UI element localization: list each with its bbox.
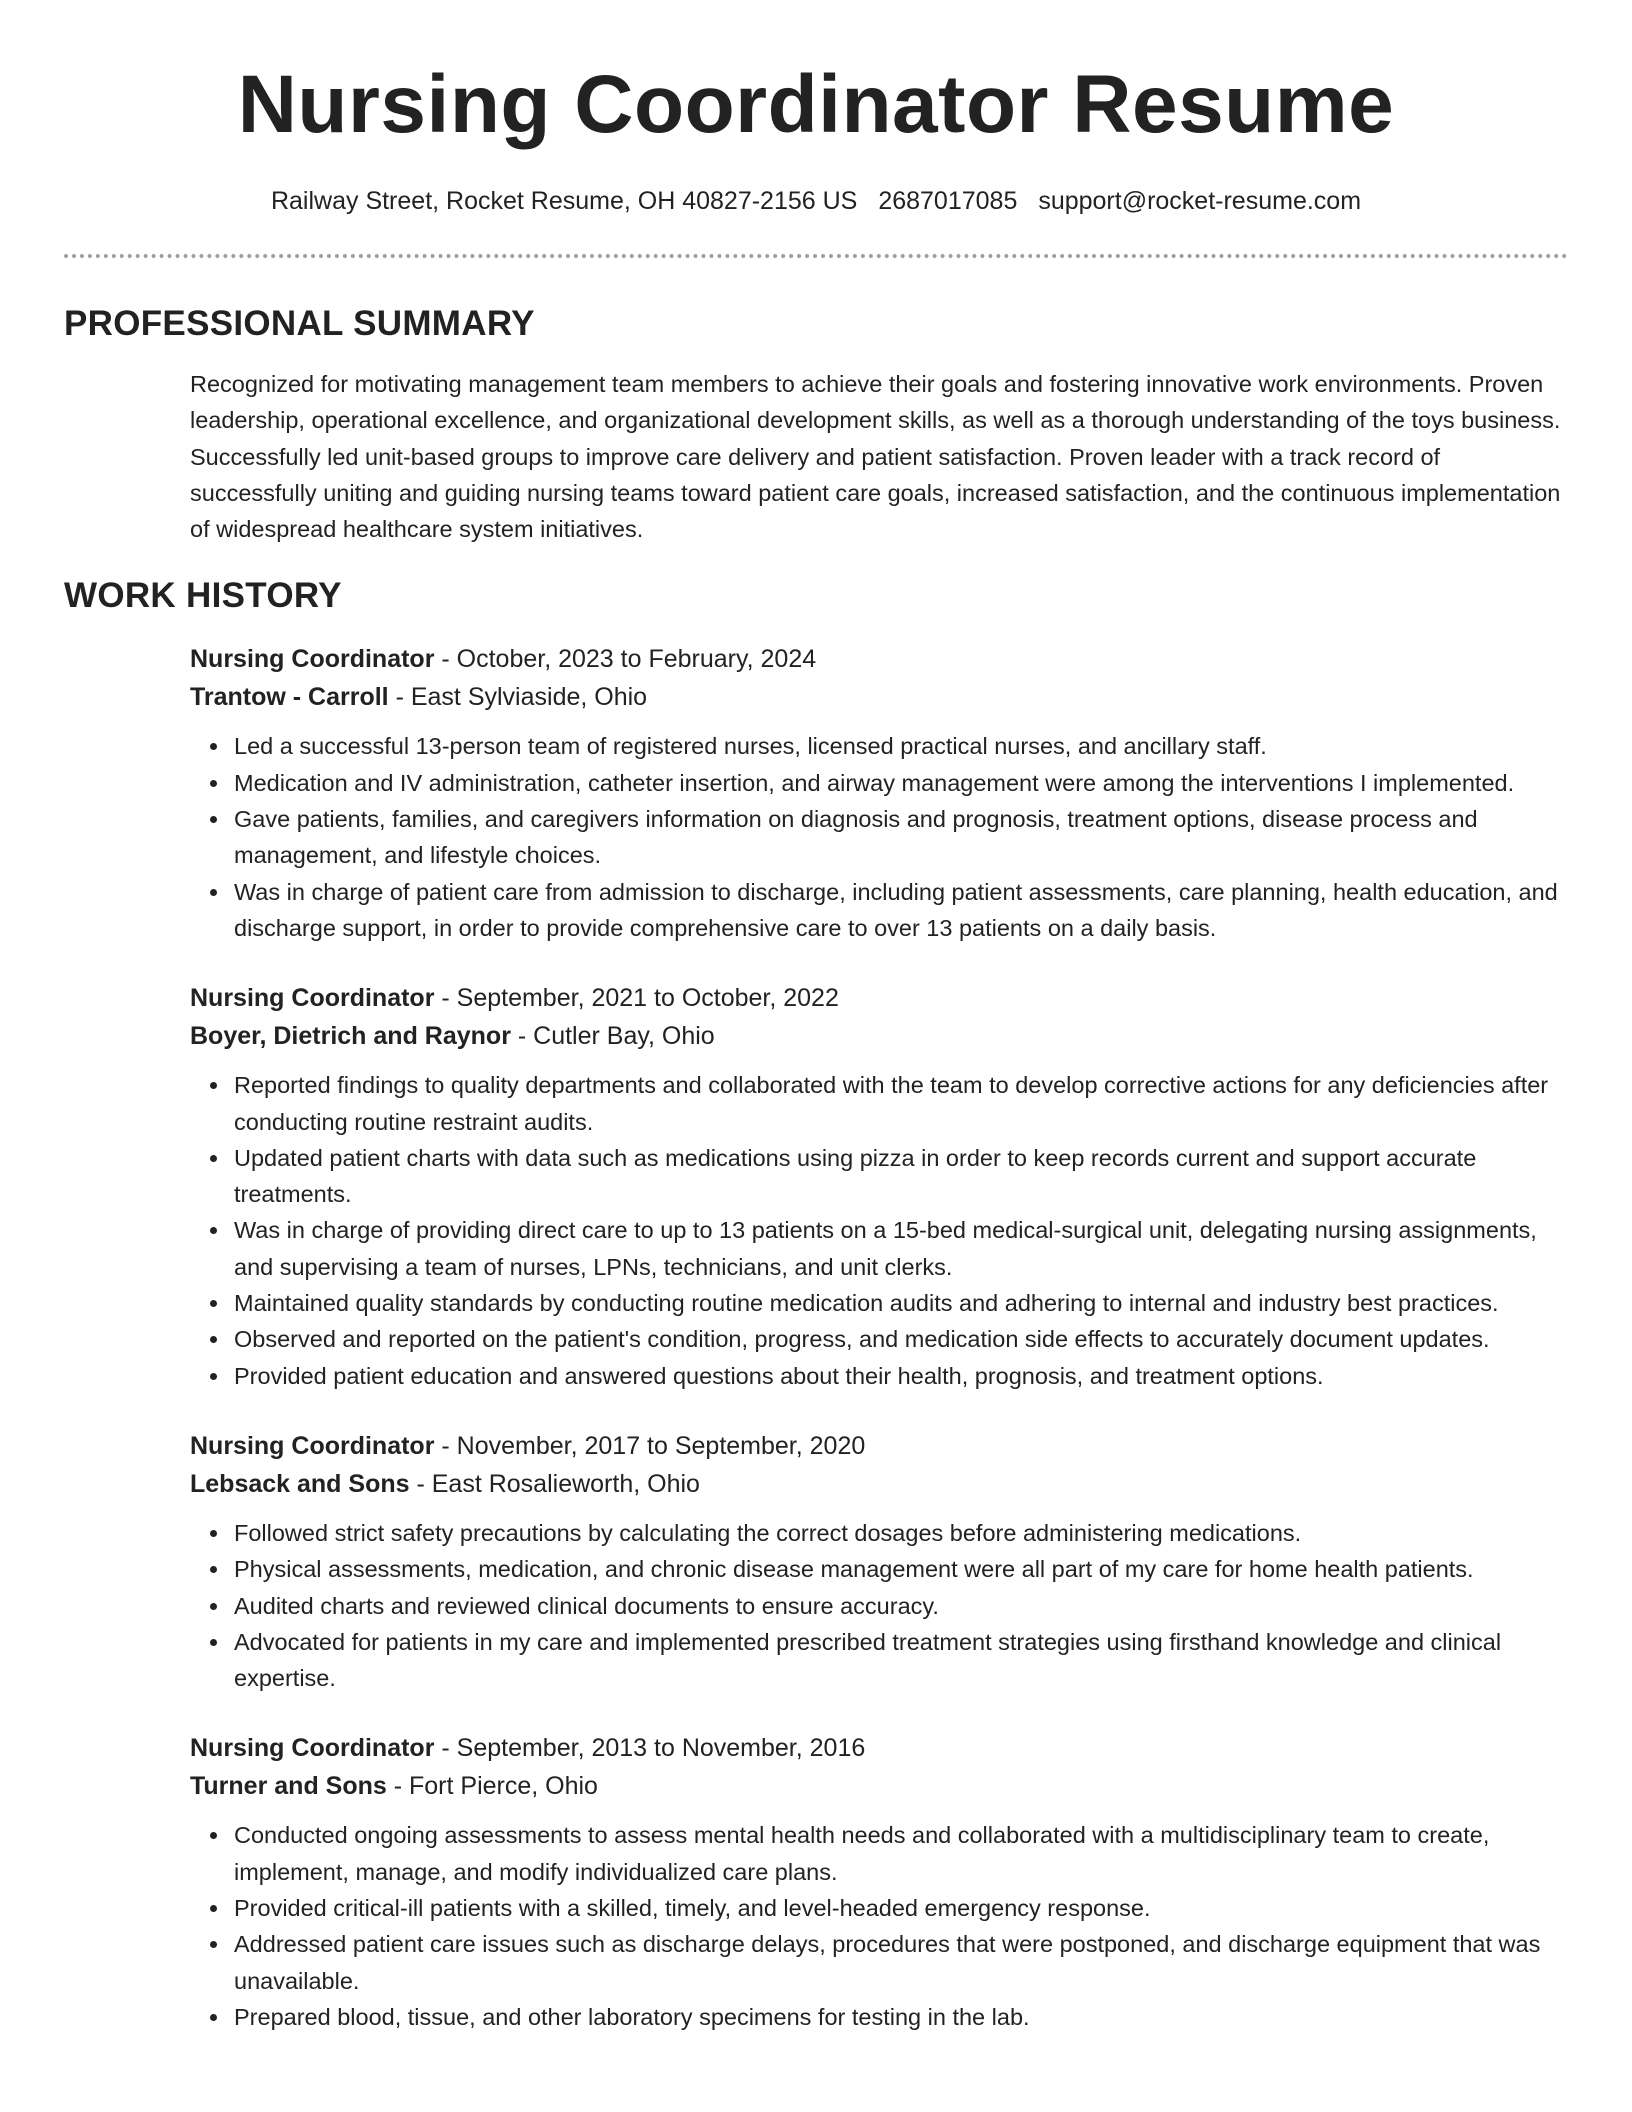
job-company-line: [190, 1465, 1568, 1503]
bullet-item: Conducted ongoing assessments to assess mental health needs and collaborated with a multidisciplinary team to create, implement, manage, and modify individualized care plans.: [190, 1817, 1568, 1890]
bullet-item: Was in charge of patient care from admission to discharge, including patient assessments, care planning, health education, and discharge support, in order to provide comprehensive care to over 13 patients on a daily basis.: [190, 874, 1568, 947]
bullet-item: Maintained quality standards by conducting routine medication audits and adhering to internal and industry best practices.: [190, 1285, 1568, 1321]
job-bullets: [190, 1515, 1568, 1696]
job-title-line: [190, 1729, 1568, 1767]
job-company: Trantow - Carroll: [190, 683, 389, 712]
job-title-line: [190, 979, 1568, 1017]
job-location: - Fort Pierce, Ohio: [386, 1772, 598, 1801]
contact-line: [64, 186, 1568, 216]
job-location: - Cutler Bay, Ohio: [510, 1022, 715, 1051]
job-title: Nursing Coordinator: [190, 645, 435, 674]
job-title: Nursing Coordinator: [190, 1734, 435, 1763]
address: Railway Street, Rocket Resume, OH 40827-2156 US: [270, 187, 858, 215]
job-title: Nursing Coordinator: [190, 1431, 435, 1460]
bullet-item: Led a successful 13-person team of registered nurses, licensed practical nurses, and ancillary staff.: [190, 728, 1568, 764]
bullet-item: Observed and reported on the patient's condition, progress, and medication side effects to accurately document updates.: [190, 1321, 1568, 1357]
bullet-item: Prepared blood, tissue, and other laboratory specimens for testing in the lab.: [190, 1999, 1568, 2035]
job-bullets: [190, 1067, 1568, 1394]
job-location: - East Rosalieworth, Ohio: [409, 1469, 700, 1498]
bullet-item: Provided critical-ill patients with a skilled, timely, and level-headed emergency response.: [190, 1890, 1568, 1926]
job-company: Boyer, Dietrich and Raynor: [190, 1022, 511, 1051]
job-company-line: [190, 1017, 1568, 1055]
resume-page: [64, 0, 1568, 2035]
job-company-line: [190, 678, 1568, 716]
job-title-line: [190, 1427, 1568, 1465]
email: support@rocket-resume.com: [1038, 187, 1362, 215]
job-dates: - October, 2023 to February, 2024: [434, 645, 817, 674]
job-bullets: [190, 1817, 1568, 2035]
job-dates: - September, 2013 to November, 2016: [434, 1734, 866, 1763]
phone: 2687017085: [878, 187, 1018, 215]
bullet-item: Audited charts and reviewed clinical documents to ensure accuracy.: [190, 1588, 1568, 1624]
bullet-item: Was in charge of providing direct care to up to 13 patients on a 15-bed medical-surgical unit, delegating nursing assignments, and supervising a team of nurses, LPNs, technicians, and unit clerks.: [190, 1212, 1568, 1285]
summary-text: Recognized for motivating management team members to achieve their goals and fostering innovative work environments. Proven leadership, operational excellence, and organizational development skills, as well as a thorough understanding of the toys business. Successfully led unit-based groups to improve care delivery and patient satisfaction. Proven leader with a track record of successfully uniting and guiding nursing teams toward patient care goals, increased satisfaction, and the continuous implementation of widespread healthcare system initiatives.: [190, 371, 1561, 543]
job-company-line: [190, 1767, 1568, 1805]
job-company: Lebsack and Sons: [190, 1469, 410, 1498]
bullet-item: Advocated for patients in my care and implemented prescribed treatment strategies using firsthand knowledge and clinical expertise.: [190, 1624, 1568, 1697]
job-entry: [190, 1729, 1568, 2035]
job-dates: - September, 2021 to October, 2022: [434, 984, 839, 1013]
bullet-item: Provided patient education and answered questions about their health, prognosis, and treatment options.: [190, 1358, 1568, 1394]
job-entry: [190, 979, 1568, 1394]
bullet-item: Updated patient charts with data such as medications using pizza in order to keep records current and support accurate treatments.: [190, 1140, 1568, 1213]
bullet-item: Addressed patient care issues such as discharge delays, procedures that were postponed, and discharge equipment that was unavailable.: [190, 1926, 1568, 1999]
job-list: [64, 640, 1568, 2035]
job-title: Nursing Coordinator: [190, 984, 435, 1013]
resume-title: Nursing Coordinator Resume: [237, 59, 1395, 150]
bullet-item: Gave patients, families, and caregivers information on diagnosis and prognosis, treatment options, disease process and management, and lifestyle choices.: [190, 801, 1568, 874]
bullet-item: Medication and IV administration, catheter insertion, and airway management were among the interventions I implemented.: [190, 765, 1568, 801]
work-history-heading: WORK HISTORY: [64, 576, 342, 616]
job-title-line: [190, 640, 1568, 678]
bullet-item: Physical assessments, medication, and chronic disease management were all part of my care for home health patients.: [190, 1551, 1568, 1587]
job-entry: [190, 1427, 1568, 1696]
bullet-item: Reported findings to quality departments and collaborated with the team to develop corrective actions for any deficiencies after conducting routine restraint audits.: [190, 1067, 1568, 1140]
header-divider: [64, 254, 1568, 258]
job-bullets: [190, 728, 1568, 946]
summary-heading: PROFESSIONAL SUMMARY: [64, 304, 535, 343]
job-company: Turner and Sons: [190, 1772, 387, 1801]
job-location: - East Sylviaside, Ohio: [388, 683, 648, 712]
job-entry: [190, 640, 1568, 946]
job-dates: - November, 2017 to September, 2020: [434, 1431, 866, 1460]
bullet-item: Followed strict safety precautions by calculating the correct dosages before administering medications.: [190, 1515, 1568, 1551]
